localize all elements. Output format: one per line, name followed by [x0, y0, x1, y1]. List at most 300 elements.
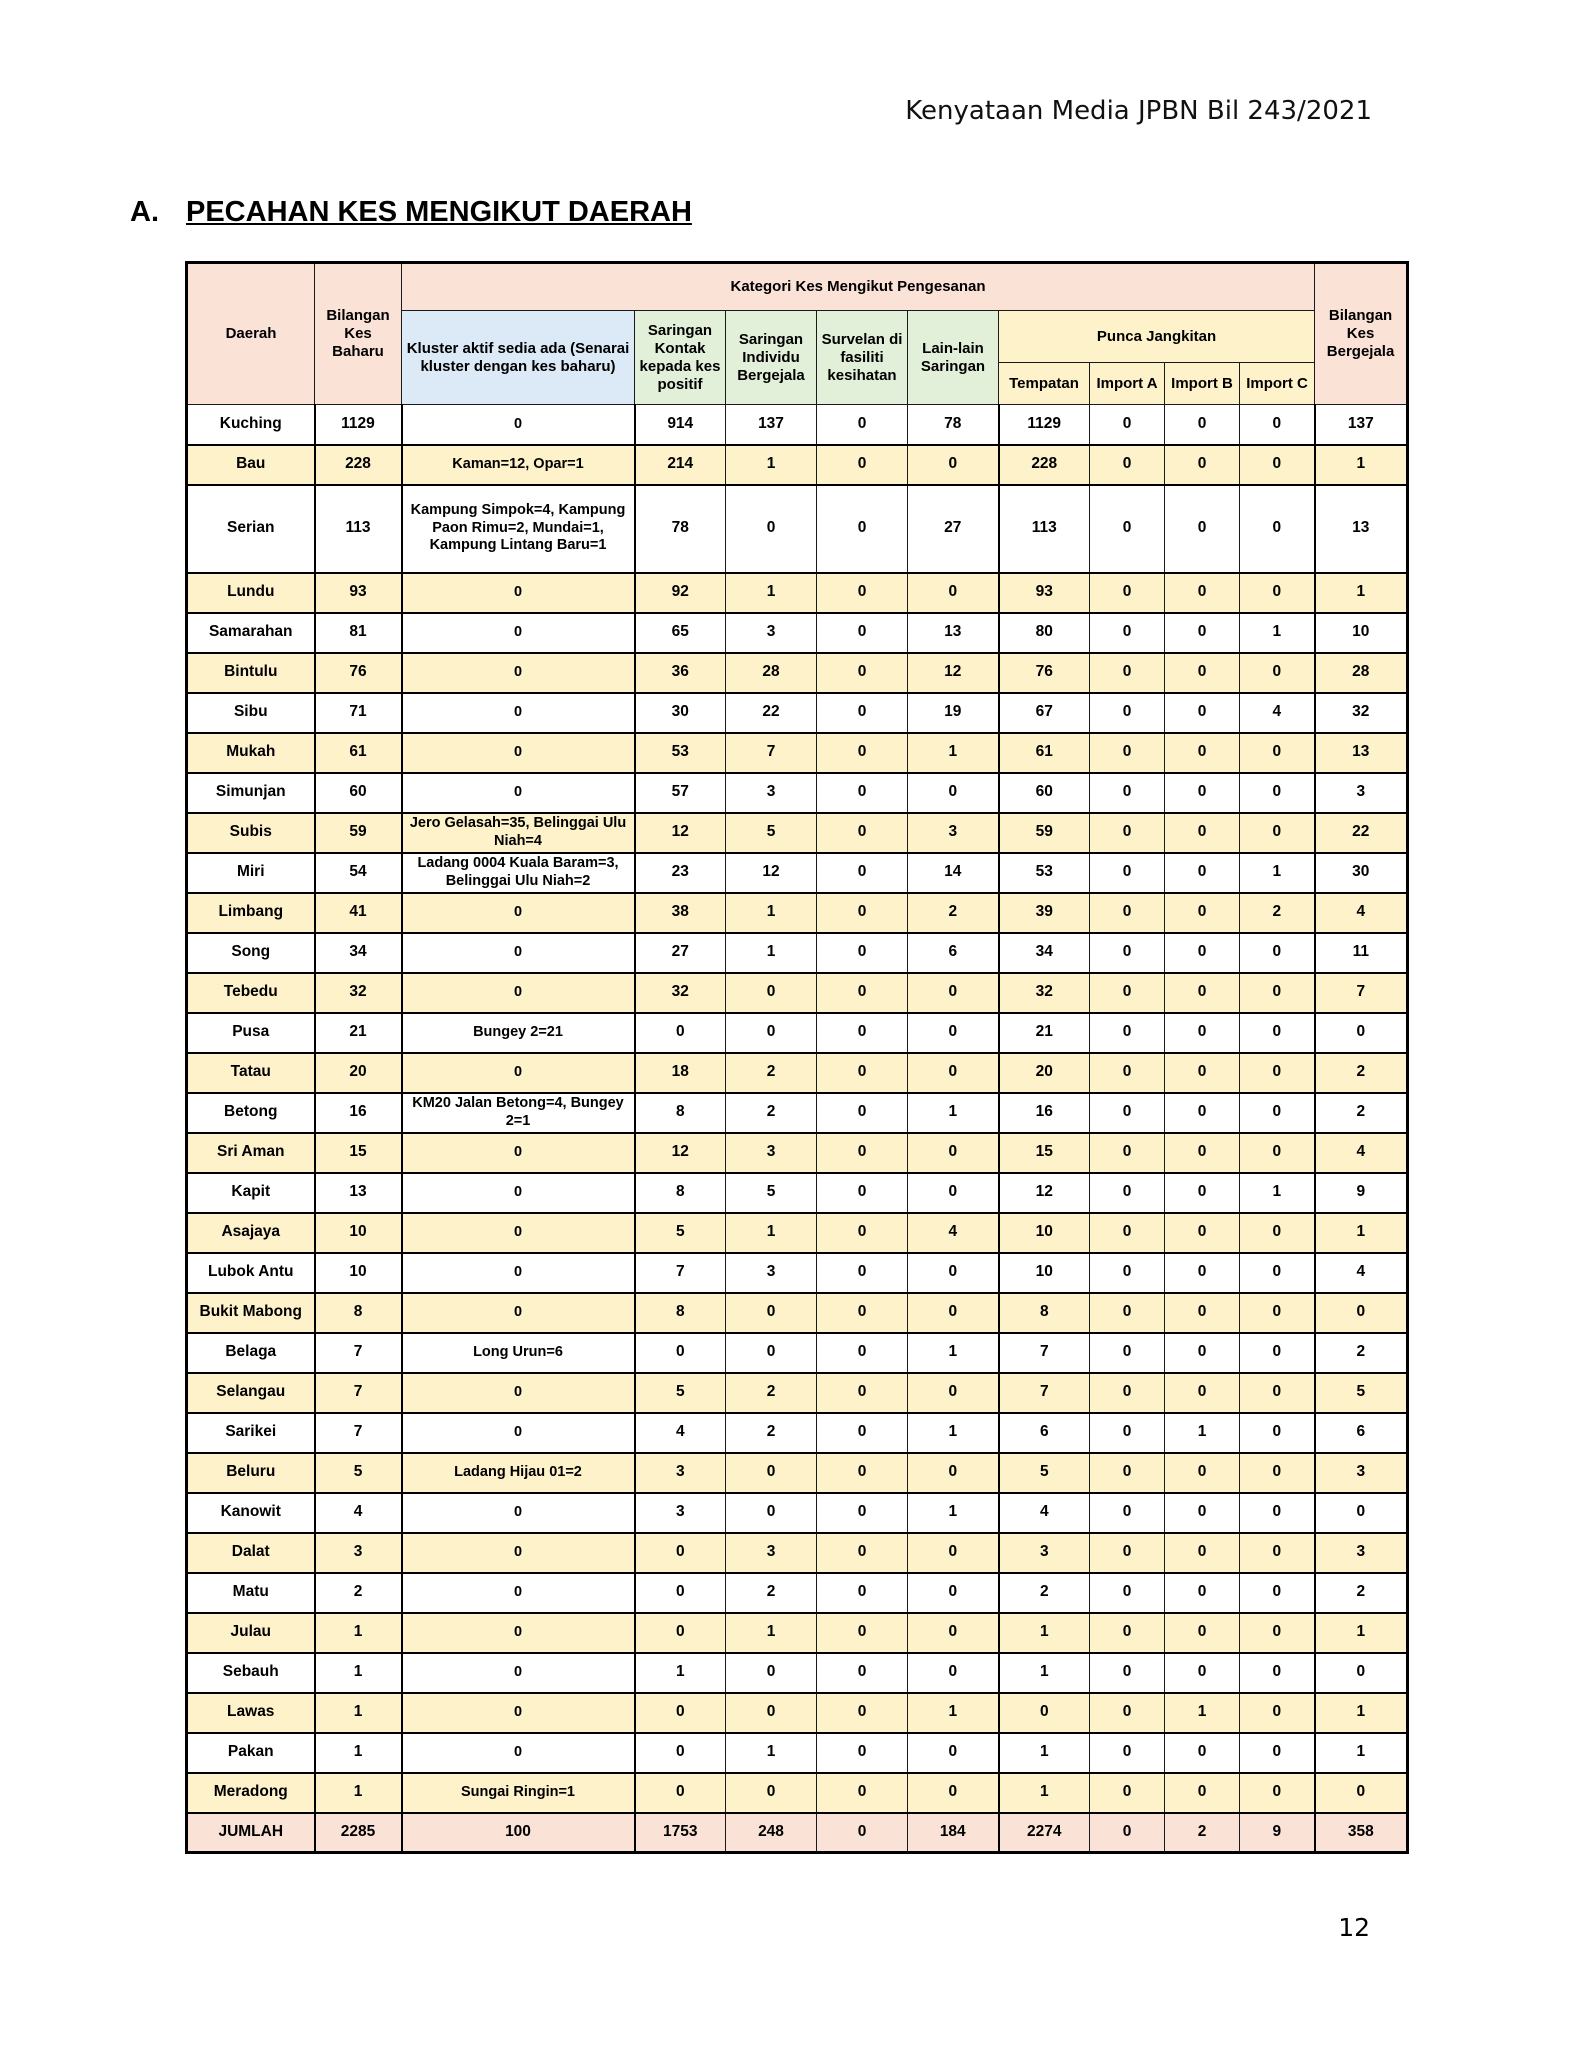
cell-tempatan: 59	[999, 813, 1090, 853]
cell-bilangan-kes-bergejala: 4	[1315, 1253, 1408, 1293]
cell-saringan-individu: 3	[726, 1533, 817, 1573]
cell-import-a: 0	[1090, 1093, 1165, 1133]
cell-import-c: 0	[1240, 1453, 1315, 1493]
cell-import-c: 0	[1240, 1613, 1315, 1653]
cell-import-c: 0	[1240, 973, 1315, 1013]
cell-kluster: 0	[402, 1693, 635, 1733]
cell-tempatan: 0	[999, 1693, 1090, 1733]
cell-import-a: 0	[1090, 653, 1165, 693]
cell-kluster: 0	[402, 573, 635, 613]
cell-import-a: 0	[1090, 573, 1165, 613]
table-row	[187, 573, 1408, 613]
table-row	[187, 1733, 1408, 1773]
cell-import-b: 0	[1165, 1733, 1240, 1773]
cell-import-a: 0	[1090, 1213, 1165, 1253]
cell-import-a: 0	[1090, 613, 1165, 653]
cell-lain-lain: 6	[908, 933, 999, 973]
cell-bilangan-kes-bergejala: 3	[1315, 773, 1408, 813]
cell-survelan: 0	[817, 1413, 908, 1453]
cell-saringan-individu: 0	[726, 1013, 817, 1053]
cell-saringan-individu: 5	[726, 1173, 817, 1213]
cell-survelan: 0	[817, 773, 908, 813]
cell-kluster: Ladang Hijau 01=2	[402, 1453, 635, 1493]
cell-import-b: 0	[1165, 1573, 1240, 1613]
section-letter: A.	[130, 196, 159, 228]
cell-import-c: 0	[1240, 1533, 1315, 1573]
cell-survelan: 0	[817, 1773, 908, 1813]
cell-bilangan-kes-bergejala: 0	[1315, 1013, 1408, 1053]
cell-saringan-individu: 0	[726, 1453, 817, 1493]
cell-import-b: 0	[1165, 1133, 1240, 1173]
cell-import-a: 0	[1090, 1533, 1165, 1573]
cell-bilangan-kes-bergejala: 1	[1315, 445, 1408, 485]
cell-tempatan: 93	[999, 573, 1090, 613]
cell-daerah: Limbang	[187, 893, 315, 933]
cell-saringan-individu: 1	[726, 893, 817, 933]
table-row	[187, 1613, 1408, 1653]
cell-tempatan: 10	[999, 1213, 1090, 1253]
cell-survelan: 0	[817, 1173, 908, 1213]
cell-import-a: 0	[1090, 773, 1165, 813]
cell-saringan-kontak: 12	[635, 813, 726, 853]
cell-kluster: 0	[402, 1173, 635, 1213]
table-row	[187, 1413, 1408, 1453]
cell-bilangan-kes-bergejala: 30	[1315, 853, 1408, 893]
cell-saringan-individu: 1	[726, 933, 817, 973]
cell-survelan: 0	[817, 1053, 908, 1093]
cell-tempatan: 21	[999, 1013, 1090, 1053]
table-row	[187, 1093, 1408, 1133]
cell-tempatan: 10	[999, 1253, 1090, 1293]
cell-import-b: 0	[1165, 813, 1240, 853]
cell-tempatan: 5	[999, 1453, 1090, 1493]
cell-import-a: 0	[1090, 893, 1165, 933]
cell-saringan-individu: 1	[726, 1213, 817, 1253]
cell-saringan-individu: 2	[726, 1573, 817, 1613]
cell-tempatan: 80	[999, 613, 1090, 653]
cell-import-b: 1	[1165, 1693, 1240, 1733]
cell-lain-lain: 0	[908, 1173, 999, 1213]
cell-bilangan-kes-bergejala: 13	[1315, 733, 1408, 773]
cell-daerah: Subis	[187, 813, 315, 853]
table-body	[187, 405, 1408, 1853]
cell-import-c: 4	[1240, 693, 1315, 733]
cell-import-b: 1	[1165, 1413, 1240, 1453]
header-survelan: Survelan di fasiliti kesihatan	[817, 311, 908, 405]
cell-tempatan: 20	[999, 1053, 1090, 1093]
cell-bilangan-kes-bergejala: 1	[1315, 1693, 1408, 1733]
cell-kluster: KM20 Jalan Betong=4, Bungey 2=1	[402, 1093, 635, 1133]
cell-tempatan: 1	[999, 1733, 1090, 1773]
cell-daerah: Kanowit	[187, 1493, 315, 1533]
cell-saringan-individu: 1	[726, 1733, 817, 1773]
cell-import-b: 0	[1165, 1653, 1240, 1693]
cell-saringan-individu: 2	[726, 1413, 817, 1453]
cell-bilangan-kes-bergejala: 0	[1315, 1653, 1408, 1693]
cell-import-a: 0	[1090, 1053, 1165, 1093]
cell-lain-lain: 0	[908, 773, 999, 813]
cell-lain-lain: 0	[908, 1453, 999, 1493]
cell-kluster: 0	[402, 613, 635, 653]
cell-saringan-individu: 1	[726, 445, 817, 485]
page-number: 12	[1338, 1913, 1370, 1942]
cell-kluster: Jero Gelasah=35, Belinggai Ulu Niah=4	[402, 813, 635, 853]
cell-import-a: 0	[1090, 693, 1165, 733]
cell-daerah: Betong	[187, 1093, 315, 1133]
cell-import-c: 0	[1240, 1293, 1315, 1333]
cell-saringan-kontak: 4	[635, 1413, 726, 1453]
header-saringan-kontak: Saringan Kontak kepada kes positif	[635, 311, 726, 405]
total-kluster: 100	[402, 1813, 635, 1853]
total-lain-lain: 184	[908, 1813, 999, 1853]
cell-survelan: 0	[817, 1253, 908, 1293]
cell-saringan-individu: 5	[726, 813, 817, 853]
total-survelan: 0	[817, 1813, 908, 1853]
cell-survelan: 0	[817, 973, 908, 1013]
cell-saringan-individu: 0	[726, 1493, 817, 1533]
cell-saringan-individu: 7	[726, 733, 817, 773]
cell-bilangan-kes-baharu: 1129	[315, 405, 402, 445]
cell-saringan-individu: 0	[726, 1293, 817, 1333]
cell-bilangan-kes-baharu: 10	[315, 1213, 402, 1253]
cell-import-c: 0	[1240, 485, 1315, 573]
cell-import-a: 0	[1090, 853, 1165, 893]
cell-tempatan: 12	[999, 1173, 1090, 1213]
cell-daerah: Kapit	[187, 1173, 315, 1213]
cell-bilangan-kes-baharu: 60	[315, 773, 402, 813]
cell-import-b: 0	[1165, 613, 1240, 653]
total-bilangan-kes-bergejala: 358	[1315, 1813, 1408, 1853]
cell-daerah: Sarikei	[187, 1413, 315, 1453]
table-row	[187, 693, 1408, 733]
cell-tempatan: 8	[999, 1293, 1090, 1333]
cell-lain-lain: 0	[908, 1653, 999, 1693]
table-row	[187, 1253, 1408, 1293]
cell-tempatan: 2	[999, 1573, 1090, 1613]
cell-bilangan-kes-bergejala: 0	[1315, 1293, 1408, 1333]
cell-kluster: 0	[402, 1213, 635, 1253]
cell-import-c: 0	[1240, 1133, 1315, 1173]
cell-import-c: 1	[1240, 853, 1315, 893]
cell-daerah: Tebedu	[187, 973, 315, 1013]
table-row	[187, 1653, 1408, 1693]
cell-saringan-individu: 28	[726, 653, 817, 693]
cell-saringan-kontak: 3	[635, 1493, 726, 1533]
cell-import-c: 1	[1240, 613, 1315, 653]
cell-saringan-kontak: 30	[635, 693, 726, 733]
table-row	[187, 653, 1408, 693]
header-import-a: Import A	[1090, 363, 1165, 405]
cell-daerah: Lundu	[187, 573, 315, 613]
cell-import-a: 0	[1090, 1333, 1165, 1373]
cell-import-b: 0	[1165, 573, 1240, 613]
cell-saringan-individu: 0	[726, 1773, 817, 1813]
cell-saringan-individu: 22	[726, 693, 817, 733]
cell-tempatan: 76	[999, 653, 1090, 693]
table-row	[187, 773, 1408, 813]
total-tempatan: 2274	[999, 1813, 1090, 1853]
cell-import-c: 0	[1240, 445, 1315, 485]
cell-bilangan-kes-bergejala: 22	[1315, 813, 1408, 853]
cell-import-c: 0	[1240, 405, 1315, 445]
cell-import-c: 0	[1240, 1413, 1315, 1453]
cell-kluster: Bungey 2=21	[402, 1013, 635, 1053]
cell-saringan-kontak: 5	[635, 1213, 726, 1253]
cell-saringan-individu: 2	[726, 1093, 817, 1133]
cell-lain-lain: 19	[908, 693, 999, 733]
cell-tempatan: 32	[999, 973, 1090, 1013]
cell-lain-lain: 0	[908, 1053, 999, 1093]
table-row	[187, 1293, 1408, 1333]
cell-import-c: 0	[1240, 573, 1315, 613]
cell-tempatan: 1	[999, 1653, 1090, 1693]
cell-bilangan-kes-bergejala: 137	[1315, 405, 1408, 445]
cell-kluster: 0	[402, 1133, 635, 1173]
table-row	[187, 933, 1408, 973]
cell-bilangan-kes-bergejala: 2	[1315, 1093, 1408, 1133]
cell-daerah: Bukit Mabong	[187, 1293, 315, 1333]
cell-import-b: 0	[1165, 1453, 1240, 1493]
cell-survelan: 0	[817, 1733, 908, 1773]
cell-import-a: 0	[1090, 1693, 1165, 1733]
cell-bilangan-kes-bergejala: 11	[1315, 933, 1408, 973]
cell-lain-lain: 0	[908, 445, 999, 485]
cell-daerah: Dalat	[187, 1533, 315, 1573]
cell-survelan: 0	[817, 1093, 908, 1133]
cell-saringan-kontak: 23	[635, 853, 726, 893]
total-saringan-kontak: 1753	[635, 1813, 726, 1853]
cell-saringan-kontak: 36	[635, 653, 726, 693]
cell-saringan-individu: 3	[726, 1133, 817, 1173]
cell-import-a: 0	[1090, 445, 1165, 485]
header-tempatan: Tempatan	[999, 363, 1090, 405]
cell-import-b: 0	[1165, 653, 1240, 693]
cell-lain-lain: 13	[908, 613, 999, 653]
cell-import-a: 0	[1090, 1493, 1165, 1533]
cell-survelan: 0	[817, 1373, 908, 1413]
cell-survelan: 0	[817, 1533, 908, 1573]
cell-import-c: 0	[1240, 813, 1315, 853]
table-row	[187, 1053, 1408, 1093]
cell-saringan-kontak: 0	[635, 1693, 726, 1733]
cell-saringan-kontak: 7	[635, 1253, 726, 1293]
cell-import-b: 0	[1165, 1533, 1240, 1573]
cell-survelan: 0	[817, 933, 908, 973]
cell-kluster: 0	[402, 1253, 635, 1293]
cell-daerah: Simunjan	[187, 773, 315, 813]
cell-saringan-individu: 3	[726, 613, 817, 653]
table-row	[187, 1533, 1408, 1573]
cell-survelan: 0	[817, 1333, 908, 1373]
cell-daerah: Pakan	[187, 1733, 315, 1773]
cell-import-a: 0	[1090, 813, 1165, 853]
cell-daerah: Sebauh	[187, 1653, 315, 1693]
cell-lain-lain: 0	[908, 1253, 999, 1293]
cell-daerah: Sri Aman	[187, 1133, 315, 1173]
cell-daerah: Meradong	[187, 1773, 315, 1813]
cell-bilangan-kes-baharu: 16	[315, 1093, 402, 1133]
cell-kluster: Long Urun=6	[402, 1333, 635, 1373]
cell-daerah: Sibu	[187, 693, 315, 733]
cell-import-c: 0	[1240, 773, 1315, 813]
cell-saringan-kontak: 8	[635, 1293, 726, 1333]
cell-saringan-individu: 12	[726, 853, 817, 893]
cell-saringan-kontak: 78	[635, 485, 726, 573]
cell-tempatan: 15	[999, 1133, 1090, 1173]
cell-saringan-kontak: 27	[635, 933, 726, 973]
cell-bilangan-kes-baharu: 15	[315, 1133, 402, 1173]
cell-import-c: 0	[1240, 1573, 1315, 1613]
cell-survelan: 0	[817, 1493, 908, 1533]
cell-import-a: 0	[1090, 933, 1165, 973]
cell-kluster: 0	[402, 1413, 635, 1453]
cell-import-b: 0	[1165, 1013, 1240, 1053]
cell-lain-lain: 0	[908, 1013, 999, 1053]
cell-bilangan-kes-baharu: 61	[315, 733, 402, 773]
section-title-text: PECAHAN KES MENGIKUT DAERAH	[186, 196, 692, 228]
cell-tempatan: 61	[999, 733, 1090, 773]
table-row	[187, 853, 1408, 893]
cell-import-c: 0	[1240, 1733, 1315, 1773]
header-bilangan-kes-baharu: Bilangan Kes Baharu	[315, 263, 402, 405]
cell-saringan-individu: 137	[726, 405, 817, 445]
cell-saringan-kontak: 0	[635, 1013, 726, 1053]
cell-import-a: 0	[1090, 1413, 1165, 1453]
cell-kluster: 0	[402, 1733, 635, 1773]
cell-import-b: 0	[1165, 1493, 1240, 1533]
cell-saringan-kontak: 92	[635, 573, 726, 613]
cell-saringan-kontak: 65	[635, 613, 726, 653]
cell-tempatan: 228	[999, 445, 1090, 485]
cell-import-c: 0	[1240, 1333, 1315, 1373]
cell-import-b: 0	[1165, 405, 1240, 445]
cell-saringan-kontak: 8	[635, 1173, 726, 1213]
cell-kluster: Sungai Ringin=1	[402, 1773, 635, 1813]
cell-tempatan: 1129	[999, 405, 1090, 445]
cell-lain-lain: 0	[908, 1733, 999, 1773]
cell-lain-lain: 1	[908, 1493, 999, 1533]
cell-saringan-kontak: 3	[635, 1453, 726, 1493]
table-row	[187, 1013, 1408, 1053]
cell-import-c: 0	[1240, 1653, 1315, 1693]
cell-import-a: 0	[1090, 485, 1165, 573]
cell-import-b: 0	[1165, 933, 1240, 973]
cell-bilangan-kes-baharu: 113	[315, 485, 402, 573]
cell-bilangan-kes-baharu: 20	[315, 1053, 402, 1093]
cell-daerah: Matu	[187, 1573, 315, 1613]
cell-survelan: 0	[817, 853, 908, 893]
cell-lain-lain: 1	[908, 733, 999, 773]
cell-daerah: Mukah	[187, 733, 315, 773]
cell-lain-lain: 2	[908, 893, 999, 933]
header-punca-jangkitan: Punca Jangkitan	[999, 311, 1315, 363]
cell-import-a: 0	[1090, 1613, 1165, 1653]
cell-import-b: 0	[1165, 773, 1240, 813]
cell-kluster: Kaman=12, Opar=1	[402, 445, 635, 485]
cell-import-b: 0	[1165, 485, 1240, 573]
cell-saringan-individu: 1	[726, 573, 817, 613]
cell-survelan: 0	[817, 485, 908, 573]
cell-import-a: 0	[1090, 1573, 1165, 1613]
cell-bilangan-kes-baharu: 41	[315, 893, 402, 933]
cell-survelan: 0	[817, 445, 908, 485]
header-lain-lain: Lain-lain Saringan	[908, 311, 999, 405]
cell-import-b: 0	[1165, 1173, 1240, 1213]
cell-bilangan-kes-baharu: 228	[315, 445, 402, 485]
cell-saringan-kontak: 1	[635, 1653, 726, 1693]
cell-tempatan: 4	[999, 1493, 1090, 1533]
cell-tempatan: 53	[999, 853, 1090, 893]
cell-bilangan-kes-baharu: 7	[315, 1373, 402, 1413]
cell-import-a: 0	[1090, 1253, 1165, 1293]
cell-import-c: 0	[1240, 1373, 1315, 1413]
cell-tempatan: 67	[999, 693, 1090, 733]
cell-import-b: 0	[1165, 1253, 1240, 1293]
cell-import-c: 0	[1240, 1693, 1315, 1733]
cell-kluster: 0	[402, 1493, 635, 1533]
cell-kluster: 0	[402, 1613, 635, 1653]
table-row	[187, 813, 1408, 853]
table-row	[187, 613, 1408, 653]
cell-bilangan-kes-baharu: 59	[315, 813, 402, 853]
table-row	[187, 1493, 1408, 1533]
total-daerah: JUMLAH	[187, 1813, 315, 1853]
cell-import-c: 0	[1240, 1493, 1315, 1533]
cell-survelan: 0	[817, 1013, 908, 1053]
cell-survelan: 0	[817, 653, 908, 693]
cell-import-b: 0	[1165, 1053, 1240, 1093]
cell-import-b: 0	[1165, 1213, 1240, 1253]
cell-bilangan-kes-bergejala: 1	[1315, 1733, 1408, 1773]
cell-bilangan-kes-bergejala: 4	[1315, 1133, 1408, 1173]
cell-daerah: Lubok Antu	[187, 1253, 315, 1293]
cell-survelan: 0	[817, 1453, 908, 1493]
cell-saringan-kontak: 0	[635, 1733, 726, 1773]
cell-daerah: Samarahan	[187, 613, 315, 653]
cell-bilangan-kes-baharu: 34	[315, 933, 402, 973]
cell-kluster: 0	[402, 973, 635, 1013]
cell-lain-lain: 4	[908, 1213, 999, 1253]
cell-saringan-kontak: 0	[635, 1613, 726, 1653]
cell-kluster: Ladang 0004 Kuala Baram=3, Belinggai Ulu Niah=2	[402, 853, 635, 893]
total-import-b: 2	[1165, 1813, 1240, 1853]
cell-tempatan: 113	[999, 485, 1090, 573]
cell-bilangan-kes-bergejala: 3	[1315, 1533, 1408, 1573]
cell-daerah: Selangau	[187, 1373, 315, 1413]
cell-bilangan-kes-baharu: 21	[315, 1013, 402, 1053]
cell-import-c: 0	[1240, 1093, 1315, 1133]
cell-survelan: 0	[817, 1693, 908, 1733]
cell-bilangan-kes-baharu: 76	[315, 653, 402, 693]
cell-bilangan-kes-bergejala: 2	[1315, 1053, 1408, 1093]
header-kluster: Kluster aktif sedia ada (Senarai kluster dengan kes baharu)	[402, 311, 635, 405]
cell-saringan-kontak: 0	[635, 1533, 726, 1573]
cell-import-c: 0	[1240, 733, 1315, 773]
table-row	[187, 1773, 1408, 1813]
cell-import-c: 2	[1240, 893, 1315, 933]
cell-kluster: 0	[402, 1053, 635, 1093]
cell-lain-lain: 1	[908, 1093, 999, 1133]
total-import-a: 0	[1090, 1813, 1165, 1853]
cell-bilangan-kes-bergejala: 0	[1315, 1493, 1408, 1533]
cell-lain-lain: 27	[908, 485, 999, 573]
cell-import-c: 0	[1240, 653, 1315, 693]
cell-survelan: 0	[817, 573, 908, 613]
cell-saringan-individu: 2	[726, 1373, 817, 1413]
cell-bilangan-kes-baharu: 1	[315, 1653, 402, 1693]
cell-kluster: 0	[402, 733, 635, 773]
cell-survelan: 0	[817, 405, 908, 445]
